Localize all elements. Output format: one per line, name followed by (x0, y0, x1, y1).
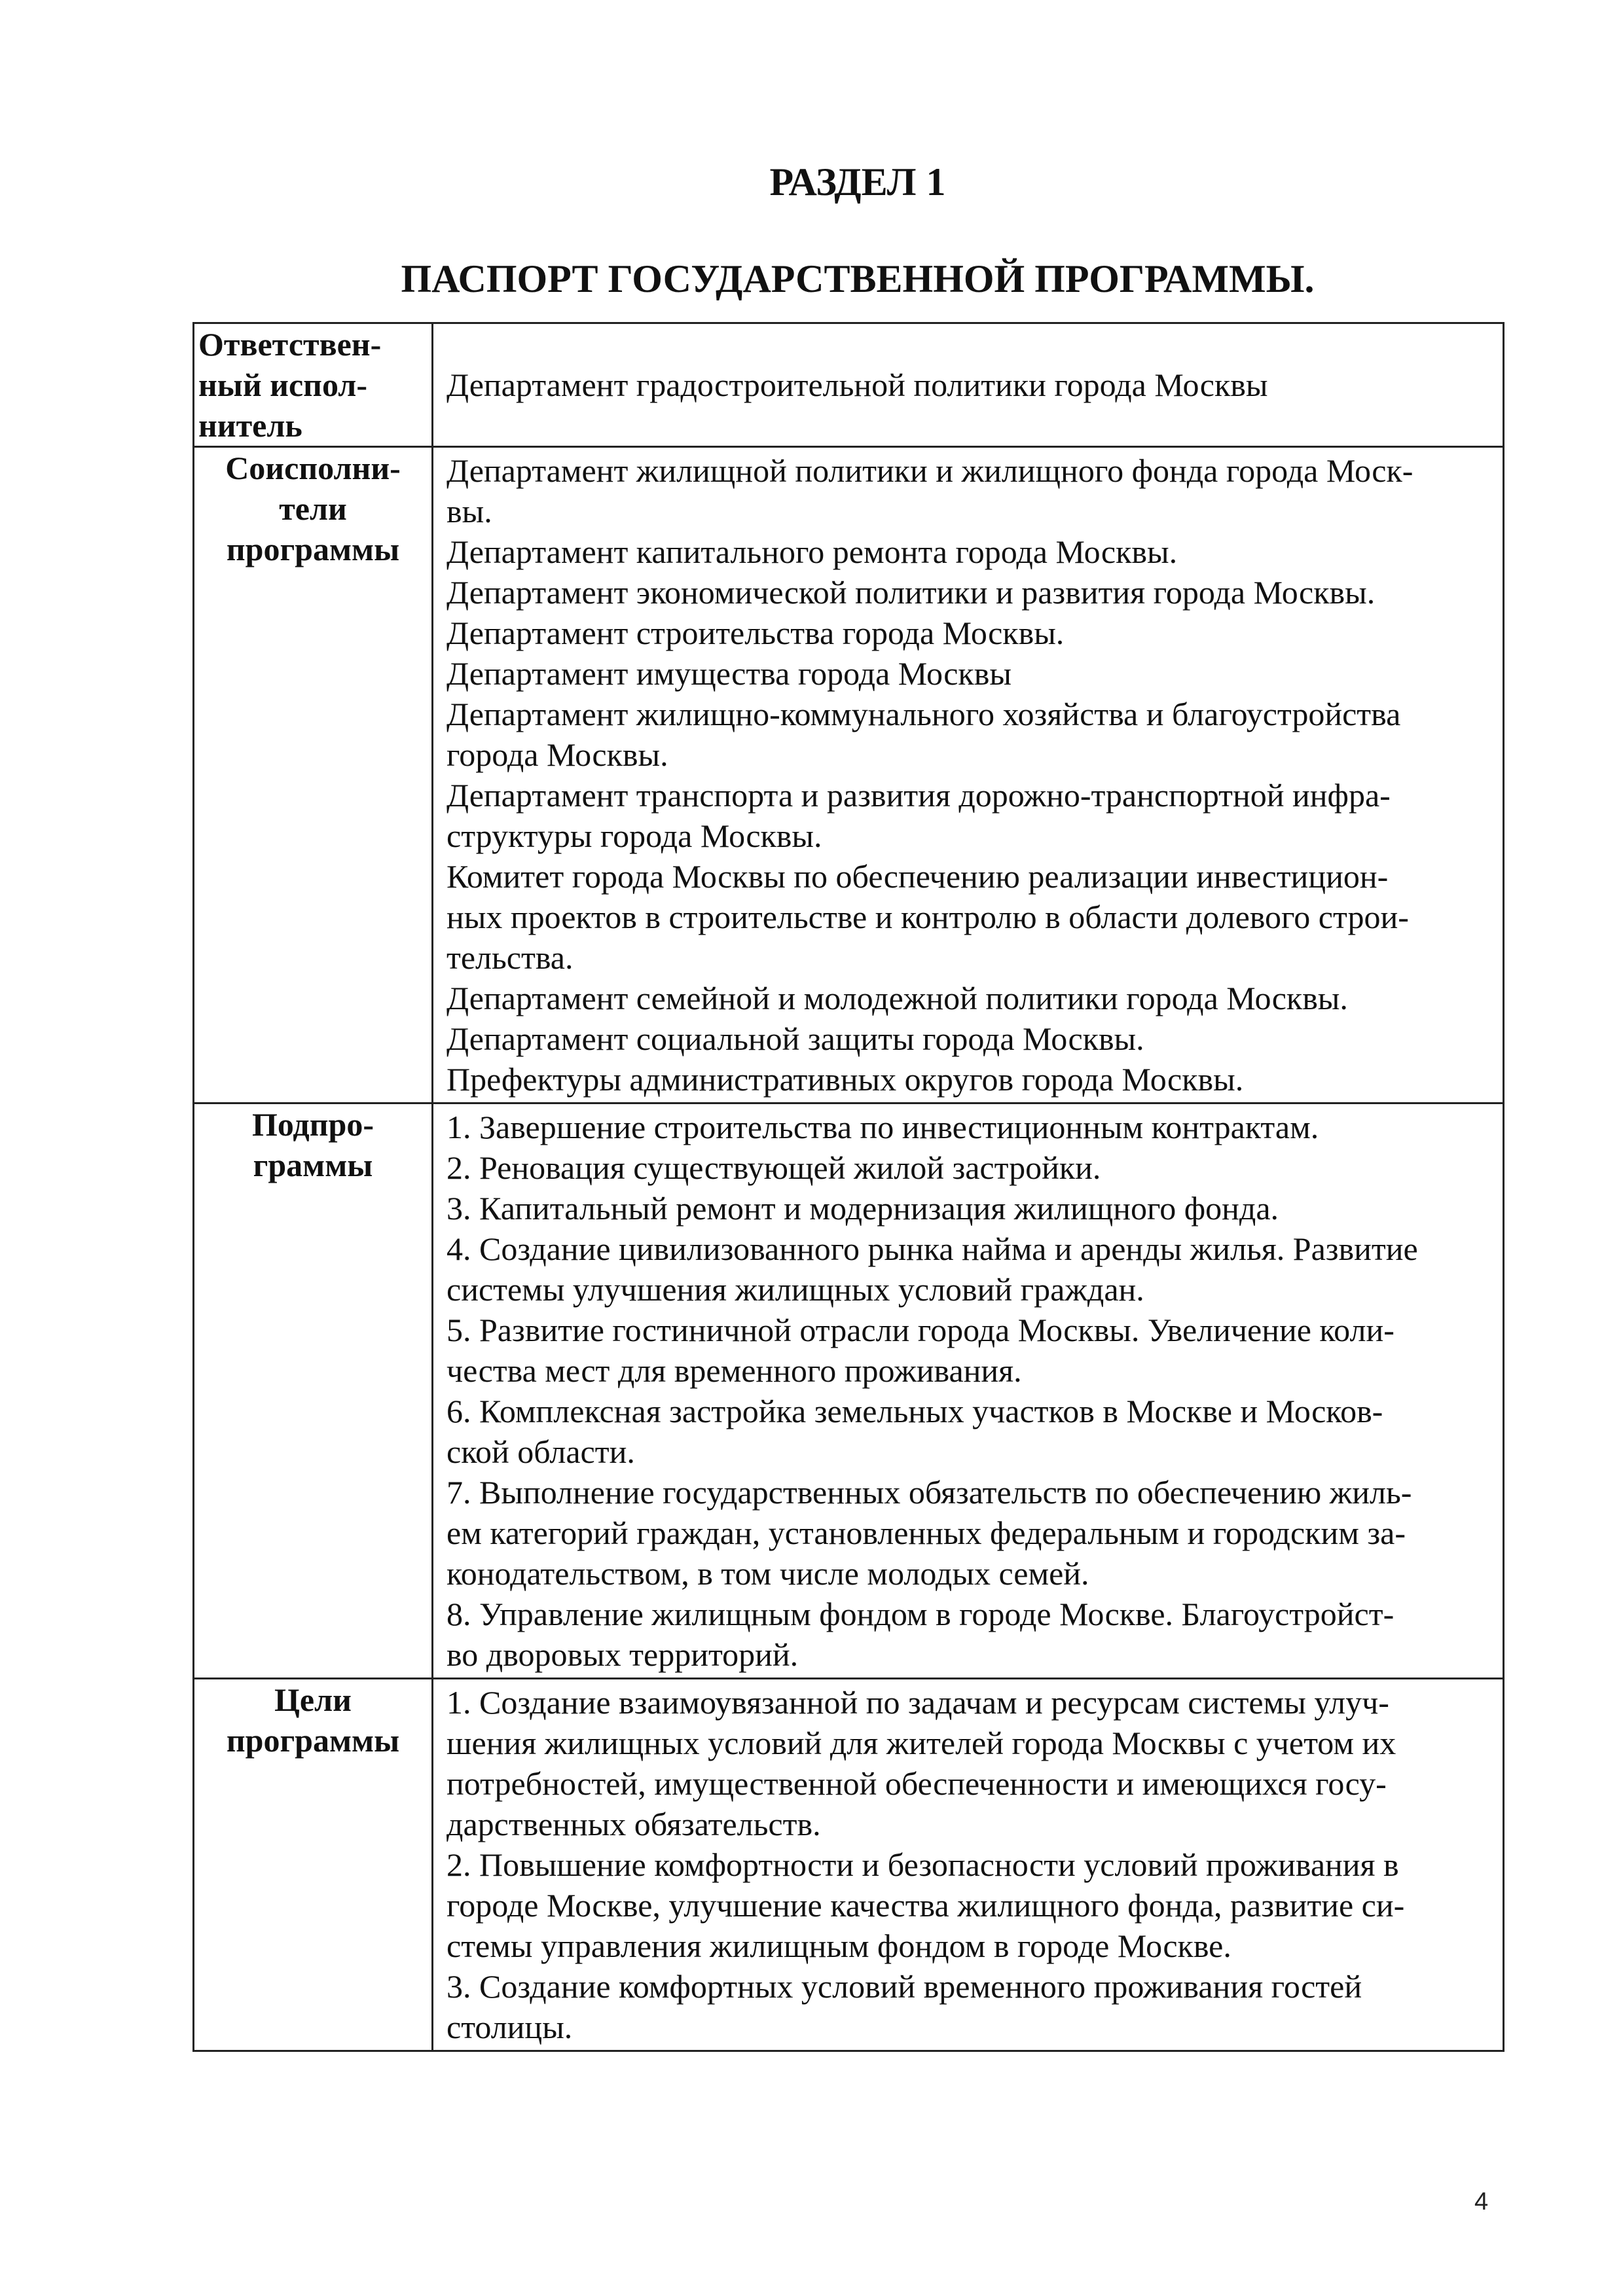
value-subprograms (433, 1103, 1504, 1679)
value-line: Департамент имущества города Москвы (447, 655, 1012, 692)
value-line: городе Москве, улучшение качества жилищного фонда, развитие си- (447, 1887, 1405, 1924)
value-line: структуры города Москвы. (447, 817, 822, 854)
value-line: шения жилищных условий для жителей города Москвы с учетом их (447, 1725, 1396, 1761)
label-line: Соисполни- (225, 450, 401, 486)
value-line: города Москвы. (447, 736, 668, 773)
value-line: 8. Управление жилищным фондом в городе Москве. Благоустройст- (447, 1596, 1395, 1632)
value-line: ской области. (447, 1433, 635, 1470)
passport-heading: ПАСПОРТ ГОСУДАРСТВЕННОЙ ПРОГРАММЫ. (401, 257, 1315, 300)
table-row-responsible-executor (194, 323, 1504, 447)
value-line: 3. Капитальный ремонт и модернизация жилищного фонда. (447, 1190, 1279, 1227)
value-line: 2. Реновация существующей жилой застройки. (447, 1149, 1101, 1186)
value-line: 4. Создание цивилизованного рынка найма и аренды жилья. Развитие (447, 1230, 1418, 1267)
label-co-executors (194, 447, 433, 1103)
value-line: столицы. (447, 2009, 573, 2045)
value-line: Департамент социальной защиты города Москвы. (447, 1020, 1144, 1057)
value-line: вы. (447, 493, 492, 529)
value-line: Департамент транспорта и развития дорожно-транспортной инфра- (447, 777, 1391, 814)
label-subprograms (194, 1103, 433, 1679)
table-row-program-goals (194, 1679, 1504, 2051)
value-line: 5. Развитие гостиничной отрасли города Москвы. Увеличение коли- (447, 1312, 1395, 1348)
value-line: ных проектов в строительстве и контролю в области долевого строи- (447, 899, 1409, 935)
label-line: программы (226, 1722, 400, 1759)
label-program-goals (194, 1679, 433, 2051)
value-line: Департамент градостроительной политики города Москвы (447, 367, 1268, 403)
passport-table (192, 322, 1504, 2052)
value-line: тельства. (447, 939, 574, 976)
label-responsible-executor (194, 323, 433, 447)
value-co-executors (433, 447, 1504, 1103)
value-line: Департамент строительства города Москвы. (447, 615, 1065, 651)
value-line: 1. Создание взаимоувязанной по задачам и ресурсам системы улуч- (447, 1684, 1389, 1721)
value-line: Префектуры административных округов города Москвы. (447, 1061, 1244, 1098)
section-title: РАЗДЕЛ 1 (769, 160, 946, 204)
value-line: 3. Создание комфортных условий временного проживания гостей (447, 1968, 1362, 2005)
table-row-subprograms (194, 1103, 1504, 1679)
value-line: 6. Комплексная застройка земельных участков в Москве и Москов- (447, 1393, 1383, 1429)
value-line: Департамент жилищно-коммунального хозяйства и благоустройства (447, 696, 1401, 732)
value-line: Департамент капитального ремонта города Москвы. (447, 533, 1178, 570)
value-line: Комитет города Москвы по обеспечению реализации инвестицион- (447, 858, 1389, 895)
label-line: тели (279, 490, 347, 527)
value-line: Департамент семейной и молодежной политики города Москвы. (447, 980, 1348, 1016)
value-line: потребностей, имущественной обеспеченности и имеющихся госу- (447, 1765, 1387, 1802)
value-line: системы улучшения жилищных условий граждан. (447, 1271, 1144, 1308)
label-line: граммы (253, 1147, 373, 1183)
value-line: во дворовых территорий. (447, 1636, 799, 1673)
value-line: 7. Выполнение государственных обязательств по обеспечению жиль- (447, 1474, 1412, 1511)
label-line: Цели (274, 1681, 352, 1718)
page-number: 4 (1474, 2188, 1489, 2215)
label-line: нитель (198, 407, 302, 444)
value-line: конодательством, в том числе молодых семей. (447, 1555, 1089, 1592)
value-responsible-executor (433, 323, 1504, 447)
value-line: ем категорий граждан, установленных федеральным и городским за- (447, 1515, 1406, 1551)
label-line: программы (226, 531, 400, 567)
label-line: ный испол- (198, 367, 368, 403)
value-line: стемы управления жилищным фондом в городе Москве. (447, 1928, 1231, 1964)
value-line: 1. Завершение строительства по инвестиционным контрактам. (447, 1109, 1319, 1145)
value-line: 2. Повышение комфортности и безопасности условий проживания в (447, 1846, 1399, 1883)
value-line: Департамент экономической политики и развития города Москвы. (447, 574, 1376, 611)
value-line: чества мест для временного проживания. (447, 1352, 1022, 1389)
table-row-co-executors (194, 447, 1504, 1103)
label-line: Подпро- (251, 1106, 374, 1143)
label-line: Ответствен- (198, 326, 382, 363)
value-line: Департамент жилищной политики и жилищного фонда города Моск- (447, 452, 1413, 489)
value-program-goals (433, 1679, 1504, 2051)
value-line: дарственных обязательств. (447, 1806, 821, 1842)
